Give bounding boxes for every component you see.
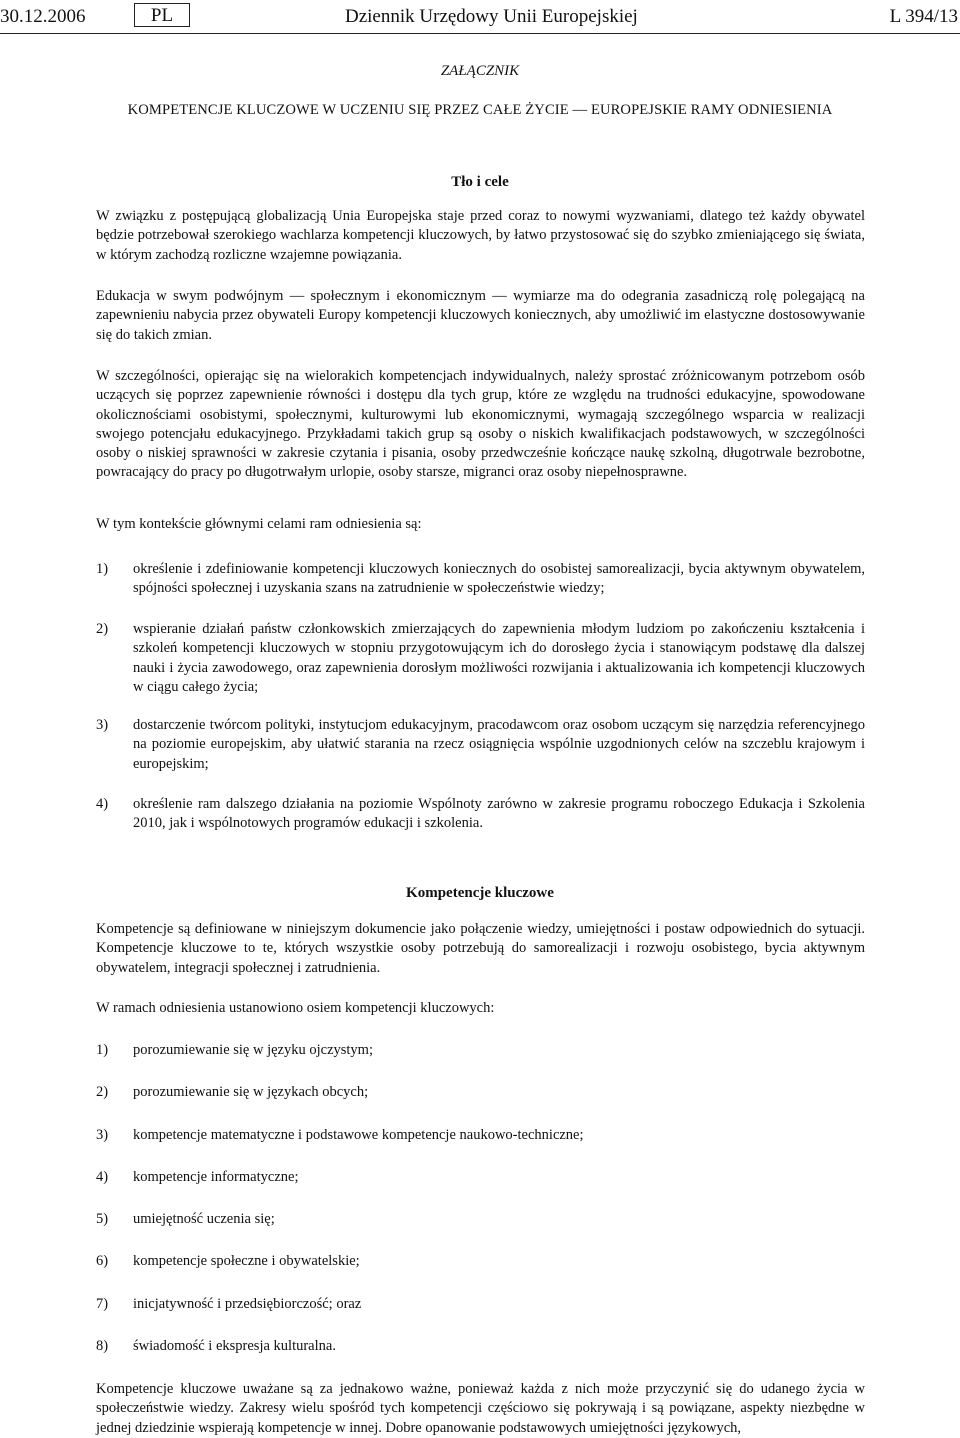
item-number: 7) (96, 1296, 109, 1312)
competence-item (96, 1295, 865, 1314)
item-number: 6) (96, 1253, 109, 1269)
item-text: porozumiewanie się w języku ojczystym; (133, 1042, 373, 1058)
competence-item (96, 1083, 865, 1102)
objective-item (96, 795, 865, 834)
competence-item (96, 1041, 865, 1060)
competence-item (96, 1252, 865, 1271)
paragraph (96, 287, 865, 345)
paragraph (96, 207, 865, 265)
item-number: 4) (96, 796, 109, 812)
item-text: dostarczenie twórcom polityki, instytucjom edukacyjnym, pracodawcom oraz osobom uczącym się narzędzia referencyjnego na poziomie europejskim, aby ułatwić starania na rzecz osiągnięcia wspólnie uzgodnionych celów na szczeblu krajowym i europejskim; (133, 717, 865, 772)
item-number: 4) (96, 1169, 109, 1185)
paragraph-text: Kompetencje kluczowe uważane są za jednakowo ważne, ponieważ każda z nich może przyczynić się do udanego życia w społeczeństwie wiedzy. Zakresy wielu spośród tych kompetencji częściowo się pokrywają i są powiązane, aspekty niezbędne w jednej dziedzinie wspierają kompetencje w innej. Dobre opanowanie podstawowych umiejętności językowych, (96, 1381, 865, 1436)
paragraph (96, 367, 865, 483)
annex-label: ZAŁĄCZNIK (440, 63, 520, 79)
item-text: kompetencje informatyczne; (133, 1169, 299, 1185)
item-number: 3) (96, 717, 109, 733)
competence-item (96, 1210, 865, 1229)
item-text: wspieranie działań państw członkowskich zmierzających do zapewnienia młodym ludziom po zakończeniu kształcenia i szkoleń kompetencji kluczowych w stopniu przygotowującym ich do dorosłego życia i stanowiącym podstawę dla dalszej nauki i życia zawodowego, oraz zapewnienia dorosłym możliwości rozwijania i aktualizowania ich kompetencji kluczowych w ciągu całego życia; (133, 621, 865, 695)
item-text: określenie ram dalszego działania na poziomie Wspólnoty zarówno w zakresie programu roboczego Edukacja i Szkolenia 2010, jak i wspólnotowych programów edukacji i szkolenia. (133, 796, 865, 832)
objective-item (96, 716, 865, 774)
competence-item (96, 1168, 865, 1187)
item-number: 1) (96, 561, 109, 577)
item-text: świadomość i ekspresja kulturalna. (133, 1338, 336, 1354)
item-number: 1) (96, 1042, 109, 1058)
item-text: inicjatywność i przedsiębiorczość; oraz (133, 1296, 362, 1312)
item-text: kompetencje matematyczne i podstawowe kompetencje naukowo-techniczne; (133, 1127, 584, 1143)
page-header (0, 0, 960, 30)
paragraph (96, 920, 865, 978)
paragraph (96, 1380, 865, 1438)
page-reference: L 394/13 (889, 6, 958, 27)
paragraph-text: W tym kontekście głównymi celami ram odniesienia są: (96, 516, 422, 532)
item-number: 8) (96, 1338, 109, 1354)
document-title: KOMPETENCJE KLUCZOWE W UCZENIU SIĘ PRZEZ CAŁE ŻYCIE — EUROPEJSKIE RAMY ODNIESIENIA (127, 102, 833, 118)
paragraph-text: W szczególności, opierając się na wielorakich kompetencjach indywidualnych, należy sprostać zróżnicowanym potrzebom osób uczących się poprzez zapewnienie równości i dostępu dla tych grup, które ze względu na trudności edukacyjne, spowodowane okolicznościami osobistymi, społecznymi, kulturowymi lub ekonomicznymi, wymagają szczególnego wsparcia w realizacji swojego potencjału edukacyjnego. Przykładami takich grup są osoby o niskich kwalifikacjach podstawowych, w szczególności osoby o niskiej sprawności w zakresie czytania i pisania, osoby przedwcześnie kończące naukę szkolną, długotrwale bezrobotne, powracający do pracy po długotrwałym urlopie, osoby starsze, migranci oraz osoby niepełnosprawne. (96, 368, 865, 481)
paragraph (96, 515, 865, 534)
paragraph-text: Kompetencje są definiowane w niniejszym dokumencie jako połączenie wiedzy, umiejętności i postaw odpowiednich do sytuacji. Kompetencje kluczowe to te, których wszystkie osoby potrzebują do samorealizacji i rozwoju osobistego, bycia aktywnym obywatelem, integracji społecznej i zatrudnienia. (96, 921, 865, 976)
paragraph-text: W ramach odniesienia ustanowiono osiem kompetencji kluczowych: (96, 1000, 495, 1016)
paragraph (96, 999, 865, 1018)
section-title-background: Tło i cele (451, 174, 509, 190)
competence-item (96, 1337, 865, 1356)
language-badge: PL (134, 3, 190, 27)
competence-item (96, 1126, 865, 1145)
item-text: określenie i zdefiniowanie kompetencji kluczowych koniecznych do osobistej samorealizacji, bycia aktywnym obywatelem, spójności społecznej i uzyskania szans na zatrudnienie w społeczeństwie wiedzy; (133, 561, 865, 597)
objective-item (96, 560, 865, 599)
objective-item (96, 620, 865, 697)
item-number: 2) (96, 621, 109, 637)
item-number: 2) (96, 1084, 109, 1100)
section-title-key-competences: Kompetencje kluczowe (406, 885, 554, 901)
item-number: 3) (96, 1127, 109, 1143)
header-divider (0, 33, 960, 34)
item-text: umiejętność uczenia się; (133, 1211, 275, 1227)
item-text: porozumiewanie się w językach obcych; (133, 1084, 369, 1100)
item-text: kompetencje społeczne i obywatelskie; (133, 1253, 360, 1269)
paragraph-text: Edukacja w swym podwójnym — społecznym i ekonomicznym — wymiarze ma do odegrania zasadniczą rolę polegającą na zapewnieniu nabycia przez obywateli Europy kompetencji kluczowych koniecznych, aby umożliwić im elastyczne dostosowywanie się do takich zmian. (96, 288, 865, 343)
paragraph-text: W związku z postępującą globalizacją Unia Europejska staje przed coraz to nowymi wyzwaniami, dlatego też każdy obywatel będzie potrzebował szerokiego wachlarza kompetencji kluczowych, by łatwo przystosować się do szybko zmieniającego się świata, w którym zachodzą rozliczne wzajemne powiązania. (96, 208, 865, 263)
item-number: 5) (96, 1211, 109, 1227)
publication-date: 30.12.2006 (0, 6, 86, 27)
journal-title: Dziennik Urzędowy Unii Europejskiej (345, 6, 638, 27)
